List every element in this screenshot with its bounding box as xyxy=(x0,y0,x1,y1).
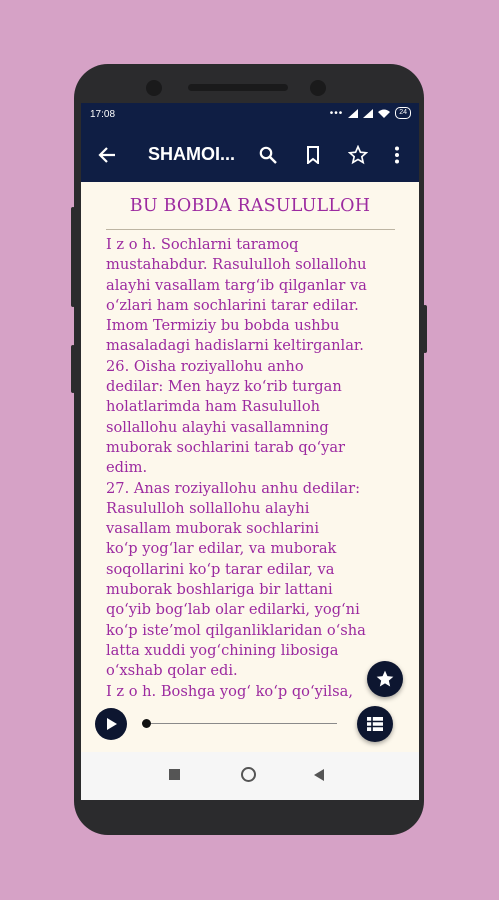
favorite-button[interactable] xyxy=(344,141,372,169)
reading-area[interactable] xyxy=(81,182,419,752)
power-button xyxy=(423,305,427,353)
text-line: edim. xyxy=(106,459,148,477)
search-icon xyxy=(259,146,277,164)
chapter-title: BU BOBDA RASULULLOH xyxy=(129,196,371,216)
back-nav-button[interactable] xyxy=(314,769,324,781)
front-sensor xyxy=(310,80,326,96)
text-line: o‘zlari ham sochlarini tarar edilar. xyxy=(106,296,359,314)
text-line: vasallam muborak sochlarini xyxy=(106,520,320,538)
status-bar xyxy=(81,103,419,127)
play-icon xyxy=(104,717,118,731)
speaker xyxy=(188,84,288,91)
chapter-list-button[interactable] xyxy=(357,706,393,742)
audio-player xyxy=(81,703,419,749)
text-line: mustahabdur. Rasululloh sollallohu xyxy=(106,256,367,274)
toolbar xyxy=(81,127,419,182)
chapter-text xyxy=(106,235,406,702)
more-button[interactable] xyxy=(383,141,411,169)
list-icon xyxy=(366,716,384,732)
text-line: I z o h. Boshga yog‘ ko‘p qo‘yilsa, xyxy=(106,682,353,700)
search-button[interactable] xyxy=(254,141,282,169)
side-button xyxy=(71,345,75,393)
text-line: sollallohu alayhi vasallamning xyxy=(106,418,329,436)
progress-thumb[interactable] xyxy=(142,719,151,728)
recents-button[interactable] xyxy=(169,769,180,780)
star-icon xyxy=(375,669,395,689)
text-line: muborak boshlariga bir lattani xyxy=(106,581,333,599)
system-nav-bar xyxy=(81,752,419,800)
status-icons xyxy=(330,107,411,119)
text-line: masaladagi hadislarni keltirganlar. xyxy=(106,337,364,355)
play-button[interactable] xyxy=(95,708,127,740)
volume-button xyxy=(71,207,75,307)
bookmark-button[interactable] xyxy=(299,141,327,169)
text-line: Imom Termiziy bu bobda ushbu xyxy=(106,317,340,335)
progress-track[interactable] xyxy=(147,723,337,724)
status-time: 17:08 xyxy=(90,109,116,120)
title-divider xyxy=(106,229,395,230)
front-camera xyxy=(146,80,162,96)
dots-icon: ••• xyxy=(329,107,344,119)
page-title: SHAMOI... xyxy=(148,144,236,164)
text-line: holatlarimda ham Rasululloh xyxy=(106,398,321,416)
battery-icon: 24 xyxy=(395,107,411,119)
text-line: latta xuddi yog‘chining libosiga xyxy=(106,641,339,659)
back-button[interactable] xyxy=(93,141,121,169)
arrow-left-icon xyxy=(98,146,116,164)
text-line: muborak sochlarini tarab qo‘yar xyxy=(106,438,346,456)
text-line: o‘xshab qolar edi. xyxy=(106,662,238,680)
star-outline-icon xyxy=(348,145,368,165)
text-line: dedilar: Men hayz ko‘rib turgan xyxy=(106,378,342,396)
text-line: qo‘yib bog‘lab olar edilarki, yog‘ni xyxy=(106,601,360,619)
text-line: ko‘p iste’mol qilganliklaridan o‘sha xyxy=(106,621,366,639)
more-vert-icon xyxy=(394,146,400,164)
text-line: soqollarini ko‘p tarar edilar, va xyxy=(106,560,335,578)
text-line: I z o h. Sochlarni taramoq xyxy=(106,236,299,253)
wifi-icon xyxy=(378,109,390,118)
text-line: 26. Oisha roziyallohu anho xyxy=(106,357,304,375)
bookmark-icon xyxy=(306,146,320,164)
text-line: ko‘p yog‘lar edilar, va muborak xyxy=(106,540,337,558)
signal-icon xyxy=(363,109,373,118)
screen xyxy=(81,103,419,800)
text-line: 27. Anas roziyallohu anhu dedilar: xyxy=(106,479,361,497)
home-button[interactable] xyxy=(241,767,256,782)
text-line: Rasululloh sollallohu alayhi xyxy=(106,499,310,517)
text-line: alayhi vasallam targ‘ib qilganlar va xyxy=(106,276,367,294)
signal-icon xyxy=(348,109,358,118)
favorite-fab[interactable] xyxy=(367,661,403,697)
